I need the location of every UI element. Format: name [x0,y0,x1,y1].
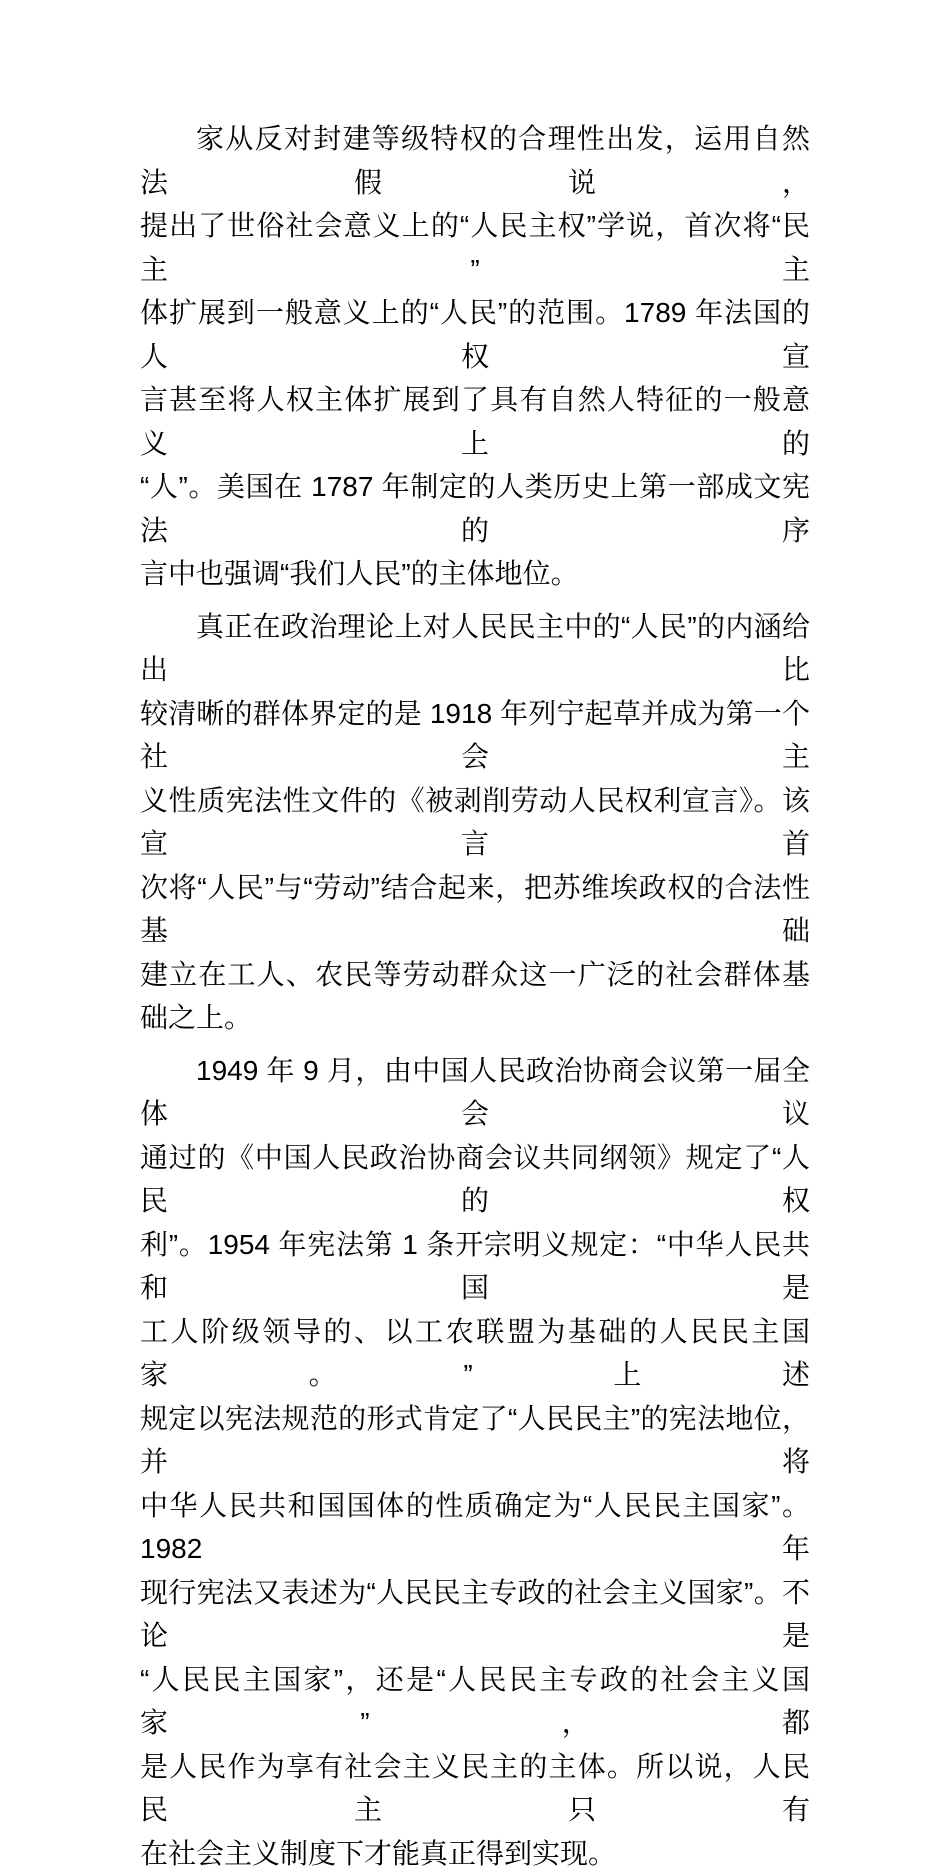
text-line: 言甚至将人权主体扩展到了具有自然人特征的一般意义上的 [140,378,810,465]
text-line: 利”。1954 年宪法第 1 条开宗明义规定：“中华人民共和国是 [140,1223,810,1310]
document-text [140,117,810,1875]
text-line: 较清晰的群体界定的是 1918 年列宁起草并成为第一个社会主 [140,692,810,779]
text-line: “人民民主国家”，还是“人民民主专政的社会主义国家”，都 [140,1658,810,1745]
paragraph-2 [140,605,810,1040]
text-line: 言中也强调“我们人民”的主体地位。 [140,552,810,596]
text-line: 家从反对封建等级特权的合理性出发，运用自然法假说， [140,117,810,204]
text-line: 建立在工人、农民等劳动群众这一广泛的社会群体基础之上。 [140,953,810,1040]
text-line: 是人民作为享有社会主义民主的主体。所以说，人民民主只有 [140,1745,810,1832]
text-line: 义性质宪法性文件的《被剥削劳动人民权利宣言》。该宣言首 [140,779,810,866]
text-line: 工人阶级领导的、以工农联盟为基础的人民民主国家。”上述 [140,1310,810,1397]
text-line: 现行宪法又表述为“人民民主专政的社会主义国家”。不论是 [140,1571,810,1658]
paragraph-1 [140,117,810,596]
text-line: 真正在政治理论上对人民民主中的“人民”的内涵给出比 [140,605,810,692]
text-line: 次将“人民”与“劳动”结合起来，把苏维埃政权的合法性基础 [140,866,810,953]
text-line: 体扩展到一般意义上的“人民”的范围。1789 年法国的人权宣 [140,291,810,378]
text-line: 1949 年 9 月，由中国人民政治协商会议第一届全体会议 [140,1049,810,1136]
text-line: 通过的《中国人民政治协商会议共同纲领》规定了“人民的权 [140,1136,810,1223]
paragraph-3 [140,1049,810,1875]
text-line: “人”。美国在 1787 年制定的人类历史上第一部成文宪法的序 [140,465,810,552]
text-line: 规定以宪法规范的形式肯定了“人民民主”的宪法地位，并将 [140,1397,810,1484]
text-line: 中华人民共和国国体的性质确定为“人民民主国家”。1982 年 [140,1484,810,1571]
text-line: 提出了世俗社会意义上的“人民主权”学说，首次将“民主”主 [140,204,810,291]
text-line: 在社会主义制度下才能真正得到实现。 [140,1832,810,1875]
